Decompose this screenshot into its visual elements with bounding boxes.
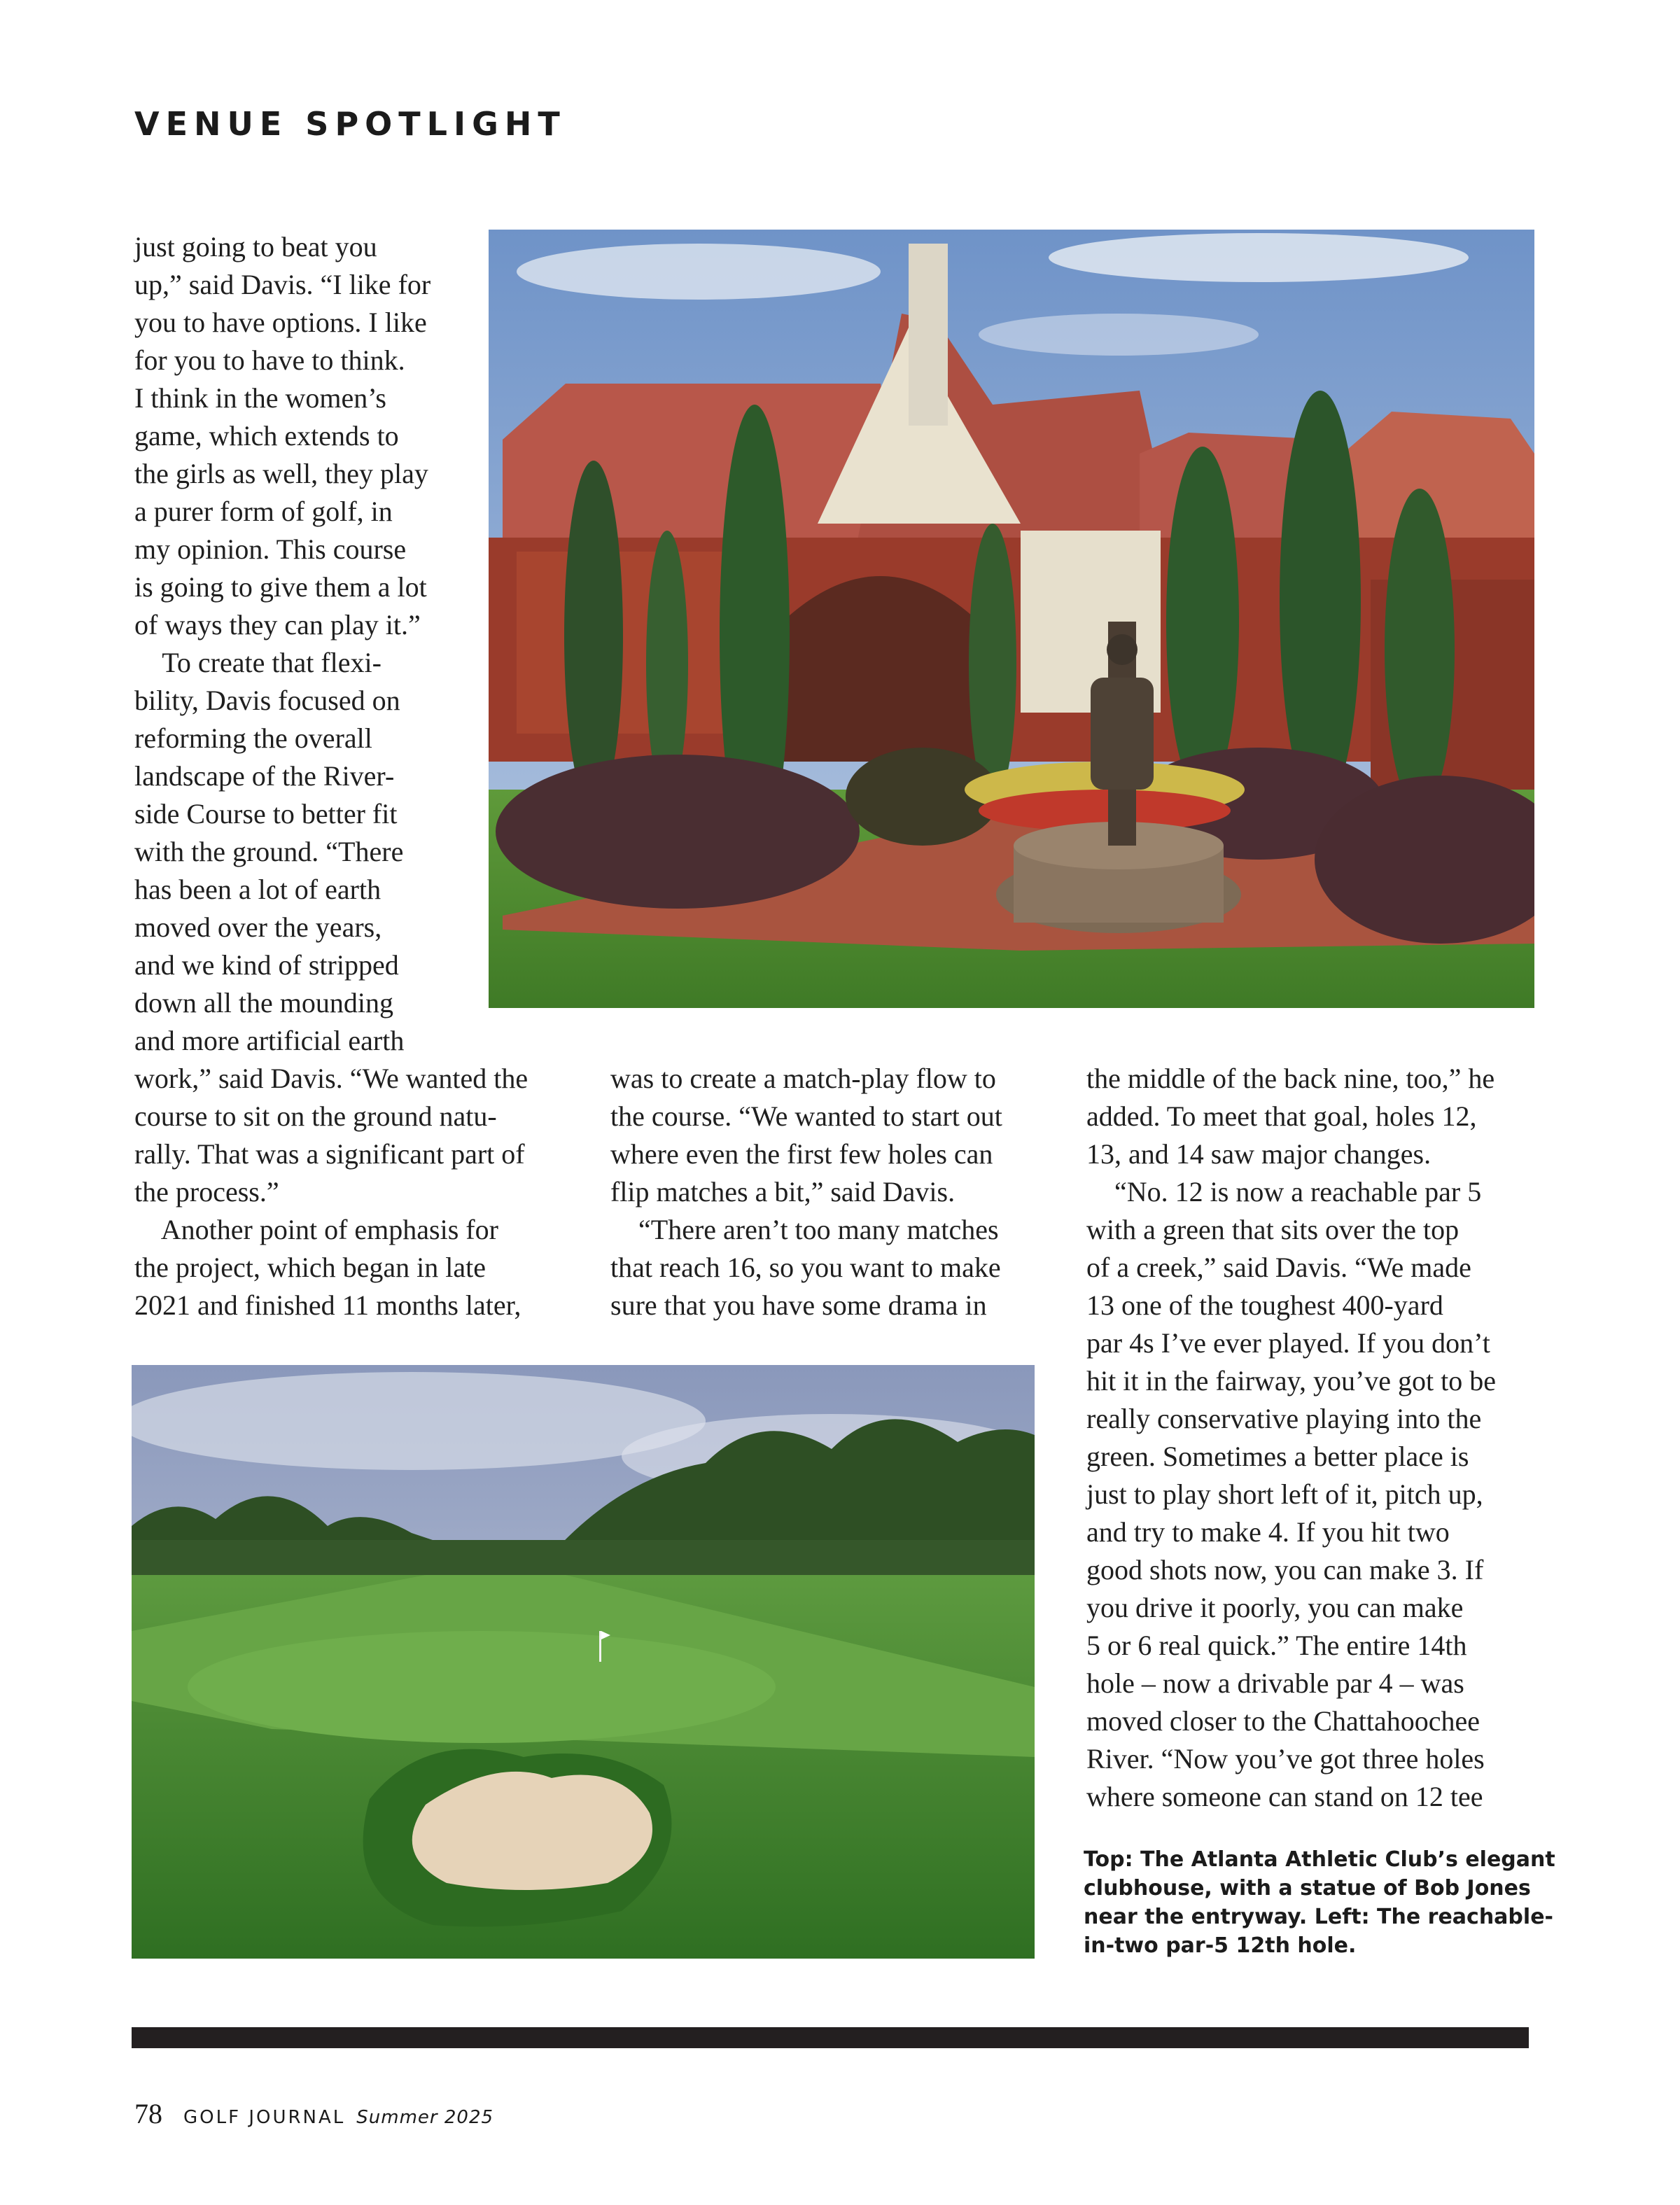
text-line: up,” said Davis. “I like for (134, 269, 431, 300)
issue-date: Summer 2025 (356, 2107, 494, 2128)
text-line: and more artificial earth (134, 1025, 405, 1056)
text-line: course to sit on the ground natu- (134, 1100, 497, 1132)
text-line: sure that you have some drama in (610, 1289, 987, 1321)
text-line: 13, and 14 saw major changes. (1086, 1138, 1432, 1170)
text-line: for you to have to think. (134, 344, 405, 376)
text-line: a purer form of golf, in (134, 496, 393, 527)
text-line: “There aren’t too many matches (610, 1214, 999, 1245)
text-line: and we kind of stripped (134, 949, 399, 981)
text-line: down all the mounding (134, 987, 393, 1018)
text-line: of ways they can play it.” (134, 609, 421, 640)
text-line: landscape of the River- (134, 760, 395, 792)
caption-line: clubhouse, with a statue of Bob Jones (1084, 1876, 1531, 1900)
text-line: was to create a match-play flow to (610, 1063, 996, 1094)
text-line: where someone can stand on 12 tee (1086, 1781, 1483, 1812)
clubhouse-photo (489, 230, 1534, 1008)
text-line: just to play short left of it, pitch up, (1086, 1478, 1483, 1510)
text-line: side Course to better fit (134, 798, 398, 830)
text-line: really conservative playing into the (1086, 1403, 1482, 1434)
text-line: with a green that sits over the top (1086, 1214, 1460, 1245)
text-line: with the ground. “There (134, 836, 404, 867)
text-line: 5 or 6 real quick.” The entire 14th (1086, 1630, 1467, 1661)
text-line: just going to beat you (134, 231, 377, 262)
text-line: bility, Davis focused on (134, 685, 400, 716)
text-line: that reach 16, so you want to make (610, 1252, 1001, 1283)
text-line: is going to give them a lot (134, 571, 427, 603)
text-line: work,” said Davis. “We wanted the (134, 1063, 528, 1094)
text-line: the course. “We wanted to start out (610, 1100, 1002, 1132)
text-line: hit it in the fairway, you’ve got to be (1086, 1365, 1497, 1396)
text-line: the process.” (134, 1176, 279, 1208)
text-line: good shots now, you can make 3. If (1086, 1554, 1484, 1586)
text-line: hole – now a drivable par 4 – was (1086, 1667, 1464, 1699)
golf-hole-photo (132, 1365, 1035, 1959)
text-line: you to have options. I like (134, 307, 427, 338)
text-line: reforming the overall (134, 722, 372, 754)
text-line: game, which extends to (134, 420, 399, 451)
text-line: the girls as well, they play (134, 458, 428, 489)
text-line: Another point of emphasis for (134, 1214, 498, 1245)
text-line: the middle of the back nine, too,” he (1086, 1063, 1495, 1094)
text-line: my opinion. This course (134, 533, 407, 565)
text-line: 2021 and finished 11 months later, (134, 1289, 522, 1321)
photo-caption (1084, 1845, 1555, 1960)
article-column-3 (1086, 1060, 1548, 1816)
text-line: the project, which began in late (134, 1252, 486, 1283)
caption-line: Top: The Atlanta Athletic Club’s elegant (1084, 1847, 1555, 1872)
page-footer (134, 2097, 493, 2132)
text-line: River. “Now you’ve got three holes (1086, 1743, 1485, 1774)
text-line: I think in the women’s (134, 382, 386, 414)
text-line: has been a lot of earth (134, 874, 382, 905)
text-line: flip matches a bit,” said Davis. (610, 1176, 955, 1208)
page-number: 78 (134, 2098, 162, 2129)
text-line: and try to make 4. If you hit two (1086, 1516, 1450, 1548)
text-line: moved over the years, (134, 911, 382, 943)
section-label: VENUE SPOTLIGHT (134, 105, 566, 143)
text-line: “No. 12 is now a reachable par 5 (1086, 1176, 1482, 1208)
text-line: To create that flexi- (134, 647, 382, 678)
text-line: added. To meet that goal, holes 12, (1086, 1100, 1477, 1132)
article-column-2 (610, 1060, 1058, 1324)
text-line: rally. That was a significant part of (134, 1138, 525, 1170)
text-line: green. Sometimes a better place is (1086, 1441, 1469, 1472)
magazine-name: GOLF JOURNAL (183, 2107, 346, 2128)
caption-line: near the entryway. Left: The reachable- (1084, 1905, 1553, 1929)
text-line: moved closer to the Chattahoochee (1086, 1705, 1480, 1737)
caption-line: in-two par-5 12th hole. (1084, 1933, 1357, 1958)
text-line: you drive it poorly, you can make (1086, 1592, 1464, 1623)
text-line: where even the first few holes can (610, 1138, 993, 1170)
text-line: of a creek,” said Davis. “We made (1086, 1252, 1471, 1283)
text-line: 13 one of the toughest 400-yard (1086, 1289, 1443, 1321)
footer-rule (132, 2027, 1529, 2048)
text-line: par 4s I’ve ever played. If you don’t (1086, 1327, 1490, 1359)
